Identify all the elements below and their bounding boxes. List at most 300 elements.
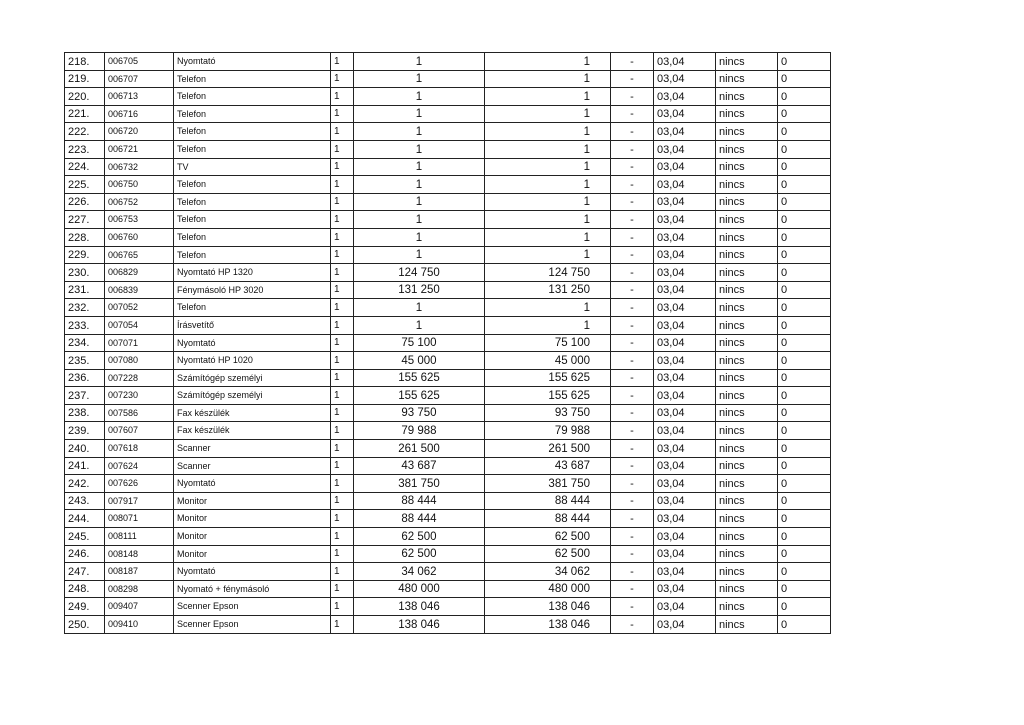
- net-value-cell: 43 687: [485, 457, 611, 475]
- net-value-cell: 1: [485, 316, 611, 334]
- table-row: [65, 316, 831, 334]
- quantity-cell: 1: [331, 422, 354, 440]
- gross-value-cell: 1: [354, 228, 485, 246]
- table-row: [65, 176, 831, 194]
- date-code-cell: 03,04: [654, 299, 716, 317]
- quantity-cell: 1: [331, 88, 354, 106]
- zero-value-cell: 0: [778, 580, 831, 598]
- date-code-cell: 03,04: [654, 105, 716, 123]
- zero-value-cell: 0: [778, 352, 831, 370]
- item-name-cell: Monitor: [174, 492, 331, 510]
- depreciation-dash-cell: -: [611, 475, 654, 493]
- gross-value-cell: 79 988: [354, 422, 485, 440]
- zero-value-cell: 0: [778, 457, 831, 475]
- table-row: [65, 369, 831, 387]
- quantity-cell: 1: [331, 140, 354, 158]
- table-row: [65, 422, 831, 440]
- status-cell: nincs: [716, 422, 778, 440]
- net-value-cell: 131 250: [485, 281, 611, 299]
- net-value-cell: 1: [485, 246, 611, 264]
- item-name-cell: Írásvetítő: [174, 316, 331, 334]
- net-value-cell: 138 046: [485, 598, 611, 616]
- depreciation-dash-cell: -: [611, 352, 654, 370]
- date-code-cell: 03,04: [654, 475, 716, 493]
- depreciation-dash-cell: -: [611, 53, 654, 71]
- net-value-cell: 34 062: [485, 563, 611, 581]
- item-name-cell: Scanner: [174, 457, 331, 475]
- item-code-cell: 006721: [105, 140, 174, 158]
- date-code-cell: 03,04: [654, 176, 716, 194]
- table-row: [65, 158, 831, 176]
- zero-value-cell: 0: [778, 563, 831, 581]
- zero-value-cell: 0: [778, 492, 831, 510]
- row-number-cell: 248.: [65, 580, 105, 598]
- status-cell: nincs: [716, 369, 778, 387]
- item-name-cell: Nyomtató: [174, 563, 331, 581]
- net-value-cell: 1: [485, 176, 611, 194]
- table-row: [65, 246, 831, 264]
- row-number-cell: 245.: [65, 528, 105, 546]
- row-number-cell: 239.: [65, 422, 105, 440]
- quantity-cell: 1: [331, 545, 354, 563]
- net-value-cell: 93 750: [485, 404, 611, 422]
- zero-value-cell: 0: [778, 123, 831, 141]
- zero-value-cell: 0: [778, 281, 831, 299]
- table-row: [65, 404, 831, 422]
- gross-value-cell: 1: [354, 158, 485, 176]
- gross-value-cell: 381 750: [354, 475, 485, 493]
- depreciation-dash-cell: -: [611, 105, 654, 123]
- zero-value-cell: 0: [778, 53, 831, 71]
- gross-value-cell: 1: [354, 176, 485, 194]
- depreciation-dash-cell: -: [611, 246, 654, 264]
- depreciation-dash-cell: -: [611, 369, 654, 387]
- depreciation-dash-cell: -: [611, 616, 654, 634]
- row-number-cell: 221.: [65, 105, 105, 123]
- table-row: [65, 563, 831, 581]
- table-row: [65, 528, 831, 546]
- gross-value-cell: 1: [354, 193, 485, 211]
- table-row: [65, 281, 831, 299]
- table-row: [65, 53, 831, 71]
- item-name-cell: Nyomtató: [174, 53, 331, 71]
- date-code-cell: 03,04: [654, 422, 716, 440]
- item-code-cell: 006752: [105, 193, 174, 211]
- status-cell: nincs: [716, 616, 778, 634]
- date-code-cell: 03,04: [654, 563, 716, 581]
- table-row: [65, 387, 831, 405]
- status-cell: nincs: [716, 563, 778, 581]
- zero-value-cell: 0: [778, 440, 831, 458]
- gross-value-cell: 138 046: [354, 616, 485, 634]
- table-row: [65, 580, 831, 598]
- row-number-cell: 235.: [65, 352, 105, 370]
- zero-value-cell: 0: [778, 387, 831, 405]
- table-row: [65, 510, 831, 528]
- status-cell: nincs: [716, 510, 778, 528]
- zero-value-cell: 0: [778, 105, 831, 123]
- net-value-cell: 79 988: [485, 422, 611, 440]
- gross-value-cell: 1: [354, 246, 485, 264]
- table-row: [65, 457, 831, 475]
- row-number-cell: 227.: [65, 211, 105, 229]
- quantity-cell: 1: [331, 70, 354, 88]
- quantity-cell: 1: [331, 598, 354, 616]
- zero-value-cell: 0: [778, 158, 831, 176]
- row-number-cell: 223.: [65, 140, 105, 158]
- gross-value-cell: 155 625: [354, 387, 485, 405]
- date-code-cell: 03,04: [654, 510, 716, 528]
- status-cell: nincs: [716, 440, 778, 458]
- item-name-cell: Fax készülék: [174, 422, 331, 440]
- item-name-cell: Monitor: [174, 545, 331, 563]
- zero-value-cell: 0: [778, 70, 831, 88]
- date-code-cell: 03,04: [654, 616, 716, 634]
- item-name-cell: Telefon: [174, 299, 331, 317]
- depreciation-dash-cell: -: [611, 228, 654, 246]
- row-number-cell: 242.: [65, 475, 105, 493]
- status-cell: nincs: [716, 193, 778, 211]
- net-value-cell: 124 750: [485, 264, 611, 282]
- row-number-cell: 249.: [65, 598, 105, 616]
- gross-value-cell: 1: [354, 88, 485, 106]
- status-cell: nincs: [716, 123, 778, 141]
- item-code-cell: 006839: [105, 281, 174, 299]
- item-name-cell: Telefon: [174, 123, 331, 141]
- net-value-cell: 88 444: [485, 492, 611, 510]
- item-code-cell: 007917: [105, 492, 174, 510]
- item-name-cell: Telefon: [174, 228, 331, 246]
- row-number-cell: 238.: [65, 404, 105, 422]
- item-code-cell: 007052: [105, 299, 174, 317]
- net-value-cell: 381 750: [485, 475, 611, 493]
- net-value-cell: 1: [485, 158, 611, 176]
- zero-value-cell: 0: [778, 545, 831, 563]
- item-name-cell: Telefon: [174, 193, 331, 211]
- depreciation-dash-cell: -: [611, 580, 654, 598]
- net-value-cell: 138 046: [485, 616, 611, 634]
- status-cell: nincs: [716, 70, 778, 88]
- item-name-cell: Monitor: [174, 510, 331, 528]
- item-code-cell: 008187: [105, 563, 174, 581]
- status-cell: nincs: [716, 211, 778, 229]
- net-value-cell: 88 444: [485, 510, 611, 528]
- quantity-cell: 1: [331, 211, 354, 229]
- row-number-cell: 233.: [65, 316, 105, 334]
- status-cell: nincs: [716, 88, 778, 106]
- gross-value-cell: 88 444: [354, 492, 485, 510]
- depreciation-dash-cell: -: [611, 598, 654, 616]
- item-name-cell: Scenner Epson: [174, 616, 331, 634]
- zero-value-cell: 0: [778, 598, 831, 616]
- zero-value-cell: 0: [778, 528, 831, 546]
- net-value-cell: 1: [485, 140, 611, 158]
- net-value-cell: 1: [485, 193, 611, 211]
- depreciation-dash-cell: -: [611, 88, 654, 106]
- item-name-cell: TV: [174, 158, 331, 176]
- item-name-cell: Nyomató + fénymásoló: [174, 580, 331, 598]
- zero-value-cell: 0: [778, 246, 831, 264]
- gross-value-cell: 261 500: [354, 440, 485, 458]
- net-value-cell: 155 625: [485, 387, 611, 405]
- depreciation-dash-cell: -: [611, 193, 654, 211]
- gross-value-cell: 62 500: [354, 545, 485, 563]
- date-code-cell: 03,04: [654, 264, 716, 282]
- table-row: [65, 211, 831, 229]
- status-cell: nincs: [716, 281, 778, 299]
- zero-value-cell: 0: [778, 422, 831, 440]
- quantity-cell: 1: [331, 457, 354, 475]
- item-code-cell: 007071: [105, 334, 174, 352]
- table-row: [65, 70, 831, 88]
- item-code-cell: 007054: [105, 316, 174, 334]
- item-name-cell: Számítógép személyi: [174, 369, 331, 387]
- zero-value-cell: 0: [778, 88, 831, 106]
- zero-value-cell: 0: [778, 140, 831, 158]
- zero-value-cell: 0: [778, 299, 831, 317]
- gross-value-cell: 1: [354, 211, 485, 229]
- date-code-cell: 03,04: [654, 246, 716, 264]
- date-code-cell: 03,04: [654, 528, 716, 546]
- gross-value-cell: 1: [354, 316, 485, 334]
- row-number-cell: 230.: [65, 264, 105, 282]
- item-code-cell: 006829: [105, 264, 174, 282]
- row-number-cell: 234.: [65, 334, 105, 352]
- date-code-cell: 03,04: [654, 88, 716, 106]
- gross-value-cell: 1: [354, 123, 485, 141]
- quantity-cell: 1: [331, 440, 354, 458]
- item-code-cell: 006707: [105, 70, 174, 88]
- status-cell: nincs: [716, 299, 778, 317]
- row-number-cell: 224.: [65, 158, 105, 176]
- item-code-cell: 008111: [105, 528, 174, 546]
- item-name-cell: Nyomtató HP 1020: [174, 352, 331, 370]
- table-row: [65, 616, 831, 634]
- date-code-cell: 03,04: [654, 387, 716, 405]
- depreciation-dash-cell: -: [611, 528, 654, 546]
- item-code-cell: 007618: [105, 440, 174, 458]
- net-value-cell: 45 000: [485, 352, 611, 370]
- quantity-cell: 1: [331, 316, 354, 334]
- date-code-cell: 03,04: [654, 492, 716, 510]
- net-value-cell: 261 500: [485, 440, 611, 458]
- date-code-cell: 03,04: [654, 281, 716, 299]
- date-code-cell: 03,04: [654, 580, 716, 598]
- depreciation-dash-cell: -: [611, 211, 654, 229]
- row-number-cell: 243.: [65, 492, 105, 510]
- row-number-cell: 246.: [65, 545, 105, 563]
- depreciation-dash-cell: -: [611, 563, 654, 581]
- date-code-cell: 03,04: [654, 598, 716, 616]
- status-cell: nincs: [716, 457, 778, 475]
- item-name-cell: Fénymásoló HP 3020: [174, 281, 331, 299]
- net-value-cell: 62 500: [485, 545, 611, 563]
- net-value-cell: 1: [485, 211, 611, 229]
- quantity-cell: 1: [331, 580, 354, 598]
- item-code-cell: 007624: [105, 457, 174, 475]
- status-cell: nincs: [716, 352, 778, 370]
- item-name-cell: Fax készülék: [174, 404, 331, 422]
- gross-value-cell: 34 062: [354, 563, 485, 581]
- net-value-cell: 1: [485, 70, 611, 88]
- depreciation-dash-cell: -: [611, 176, 654, 194]
- zero-value-cell: 0: [778, 228, 831, 246]
- row-number-cell: 244.: [65, 510, 105, 528]
- quantity-cell: 1: [331, 299, 354, 317]
- date-code-cell: 03,04: [654, 404, 716, 422]
- item-name-cell: Nyomtató: [174, 475, 331, 493]
- table-row: [65, 299, 831, 317]
- depreciation-dash-cell: -: [611, 158, 654, 176]
- net-value-cell: 75 100: [485, 334, 611, 352]
- quantity-cell: 1: [331, 53, 354, 71]
- quantity-cell: 1: [331, 176, 354, 194]
- quantity-cell: 1: [331, 492, 354, 510]
- date-code-cell: 03,04: [654, 545, 716, 563]
- depreciation-dash-cell: -: [611, 404, 654, 422]
- table-row: [65, 88, 831, 106]
- net-value-cell: 1: [485, 53, 611, 71]
- quantity-cell: 1: [331, 123, 354, 141]
- item-code-cell: 006720: [105, 123, 174, 141]
- quantity-cell: 1: [331, 158, 354, 176]
- date-code-cell: 03,04: [654, 193, 716, 211]
- gross-value-cell: 75 100: [354, 334, 485, 352]
- item-name-cell: Telefon: [174, 140, 331, 158]
- gross-value-cell: 93 750: [354, 404, 485, 422]
- row-number-cell: 232.: [65, 299, 105, 317]
- item-name-cell: Telefon: [174, 88, 331, 106]
- status-cell: nincs: [716, 228, 778, 246]
- item-name-cell: Nyomtató: [174, 334, 331, 352]
- row-number-cell: 241.: [65, 457, 105, 475]
- item-name-cell: Telefon: [174, 246, 331, 264]
- table-row: [65, 140, 831, 158]
- zero-value-cell: 0: [778, 334, 831, 352]
- depreciation-dash-cell: -: [611, 334, 654, 352]
- quantity-cell: 1: [331, 510, 354, 528]
- depreciation-dash-cell: -: [611, 545, 654, 563]
- net-value-cell: 480 000: [485, 580, 611, 598]
- quantity-cell: 1: [331, 228, 354, 246]
- table-row: [65, 123, 831, 141]
- item-code-cell: 007228: [105, 369, 174, 387]
- depreciation-dash-cell: -: [611, 492, 654, 510]
- date-code-cell: 03,04: [654, 228, 716, 246]
- item-code-cell: 007080: [105, 352, 174, 370]
- item-name-cell: Telefon: [174, 70, 331, 88]
- zero-value-cell: 0: [778, 193, 831, 211]
- item-name-cell: Telefon: [174, 105, 331, 123]
- gross-value-cell: 45 000: [354, 352, 485, 370]
- status-cell: nincs: [716, 334, 778, 352]
- item-name-cell: Telefon: [174, 211, 331, 229]
- quantity-cell: 1: [331, 616, 354, 634]
- row-number-cell: 219.: [65, 70, 105, 88]
- date-code-cell: 03,04: [654, 352, 716, 370]
- depreciation-dash-cell: -: [611, 440, 654, 458]
- status-cell: nincs: [716, 140, 778, 158]
- table-row: [65, 228, 831, 246]
- date-code-cell: 03,04: [654, 70, 716, 88]
- gross-value-cell: 138 046: [354, 598, 485, 616]
- inventory-table-body: [65, 53, 831, 634]
- item-name-cell: Scanner: [174, 440, 331, 458]
- item-name-cell: Telefon: [174, 176, 331, 194]
- gross-value-cell: 131 250: [354, 281, 485, 299]
- item-code-cell: 007586: [105, 404, 174, 422]
- net-value-cell: 1: [485, 299, 611, 317]
- item-code-cell: 006760: [105, 228, 174, 246]
- table-row: [65, 545, 831, 563]
- quantity-cell: 1: [331, 193, 354, 211]
- item-code-cell: 006750: [105, 176, 174, 194]
- date-code-cell: 03,04: [654, 440, 716, 458]
- gross-value-cell: 88 444: [354, 510, 485, 528]
- table-row: [65, 264, 831, 282]
- net-value-cell: 1: [485, 88, 611, 106]
- item-code-cell: 006765: [105, 246, 174, 264]
- quantity-cell: 1: [331, 334, 354, 352]
- status-cell: nincs: [716, 176, 778, 194]
- zero-value-cell: 0: [778, 264, 831, 282]
- status-cell: nincs: [716, 475, 778, 493]
- depreciation-dash-cell: -: [611, 299, 654, 317]
- item-code-cell: 008071: [105, 510, 174, 528]
- date-code-cell: 03,04: [654, 158, 716, 176]
- row-number-cell: 236.: [65, 369, 105, 387]
- date-code-cell: 03,04: [654, 316, 716, 334]
- date-code-cell: 03,04: [654, 53, 716, 71]
- item-name-cell: Nyomtató HP 1320: [174, 264, 331, 282]
- row-number-cell: 228.: [65, 228, 105, 246]
- table-row: [65, 492, 831, 510]
- net-value-cell: 62 500: [485, 528, 611, 546]
- net-value-cell: 1: [485, 105, 611, 123]
- status-cell: nincs: [716, 598, 778, 616]
- net-value-cell: 1: [485, 228, 611, 246]
- zero-value-cell: 0: [778, 369, 831, 387]
- table-row: [65, 440, 831, 458]
- item-code-cell: 006753: [105, 211, 174, 229]
- item-code-cell: 007626: [105, 475, 174, 493]
- row-number-cell: 247.: [65, 563, 105, 581]
- zero-value-cell: 0: [778, 316, 831, 334]
- quantity-cell: 1: [331, 404, 354, 422]
- item-code-cell: 006713: [105, 88, 174, 106]
- status-cell: nincs: [716, 158, 778, 176]
- table-row: [65, 475, 831, 493]
- date-code-cell: 03,04: [654, 123, 716, 141]
- row-number-cell: 240.: [65, 440, 105, 458]
- status-cell: nincs: [716, 492, 778, 510]
- status-cell: nincs: [716, 545, 778, 563]
- row-number-cell: 218.: [65, 53, 105, 71]
- depreciation-dash-cell: -: [611, 123, 654, 141]
- date-code-cell: 03,04: [654, 457, 716, 475]
- depreciation-dash-cell: -: [611, 387, 654, 405]
- item-code-cell: 009410: [105, 616, 174, 634]
- quantity-cell: 1: [331, 264, 354, 282]
- net-value-cell: 155 625: [485, 369, 611, 387]
- status-cell: nincs: [716, 580, 778, 598]
- item-code-cell: 009407: [105, 598, 174, 616]
- inventory-table: [64, 52, 831, 634]
- status-cell: nincs: [716, 528, 778, 546]
- gross-value-cell: 124 750: [354, 264, 485, 282]
- status-cell: nincs: [716, 105, 778, 123]
- status-cell: nincs: [716, 264, 778, 282]
